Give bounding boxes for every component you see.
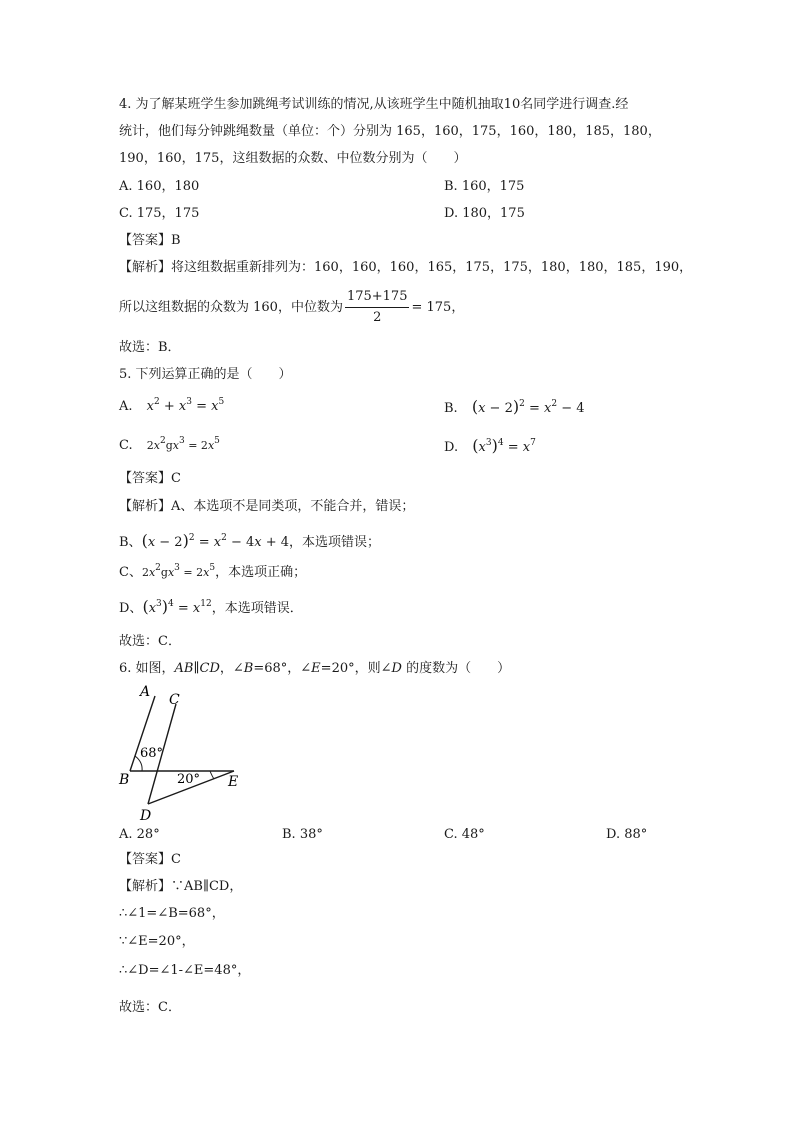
q5-option-c-expr: $2x^2gx^3 = 2x^5$ — [146, 436, 220, 452]
q5-option-a — [119, 398, 224, 416]
q4-analysis-line2 — [119, 288, 464, 328]
angle-b-label: 68° — [140, 746, 164, 761]
q5-option-b — [444, 398, 585, 418]
q4-conclusion: 故选：B． — [119, 340, 181, 355]
q4-analysis-line2-pre: 所以这组数据的众数为 160，中位数为 — [119, 300, 343, 315]
q5-option-a-label: A. — [119, 399, 133, 414]
q4-fraction-denominator: 2 — [373, 310, 382, 325]
q6-option-a: A. 28° — [119, 827, 160, 842]
angle-e-arc — [210, 771, 214, 779]
q4-fraction-numerator: 175+175 — [345, 289, 410, 308]
q5-option-a-expr: $x^2 + x^3 = x^5$ — [146, 397, 225, 414]
q4-option-b: B. 160，175 — [444, 179, 525, 194]
q4-option-d: D. 180，175 — [444, 206, 525, 221]
point-label-a: A — [140, 684, 151, 700]
q5-analysis-a: 【解析】A、本选项不是同类项，不能合并，错误； — [119, 499, 415, 514]
q5-analysis-c-expr: $2x^2gx^3 = 2x^5$ — [141, 563, 216, 579]
point-label-d: D — [140, 808, 152, 824]
point-label-c: C — [169, 692, 180, 708]
q4-option-a: A. 160，180 — [119, 179, 200, 194]
q5-conclusion: 故选：C． — [119, 634, 181, 649]
q5-analysis-d-expr: $(x^3)^4 = x^{12}$ — [142, 597, 212, 616]
q5-option-b-expr: $(x - 2)^2 = x^2 - 4$ — [471, 397, 585, 416]
q5-analysis-b-prefix: B、 — [119, 535, 142, 550]
q5-analysis-c-prefix: C、 — [119, 565, 142, 580]
q6-analysis-3: ∵∠E=20°， — [119, 934, 195, 949]
q6-stem-pre: 6. 如图， — [119, 661, 175, 676]
q4-stem-line2: 统计，他们每分钟跳绳数量（单位：个）分别为 165，160，175，160，180，185，180， — [119, 124, 661, 139]
q4-analysis-line1: 【解析】将这组数据重新排列为：160，160，160，165，175，175，180，180，185，190， — [119, 260, 693, 275]
q4-answer: 【答案】B — [119, 233, 181, 248]
q5-analysis-d — [119, 598, 303, 618]
q6-stem-mid1: ，∠ — [219, 661, 244, 676]
q6-answer: 【答案】C — [119, 852, 181, 867]
q5-option-d-label: D. — [444, 440, 459, 455]
q6-option-b: B. 38° — [282, 827, 323, 842]
q6-stem-mid3: =20°，则∠ — [320, 661, 392, 676]
q5-option-d-expr: $(x^3)^4 = x^7$ — [472, 436, 536, 455]
q5-answer: 【答案】C — [119, 471, 181, 486]
q5-analysis-d-suffix: ，本选项错误． — [211, 601, 303, 616]
point-label-b: B — [119, 772, 130, 788]
q6-stem-math1: AB∥CD — [174, 661, 220, 676]
q6-stem — [119, 660, 510, 678]
q5-analysis-b — [119, 532, 380, 552]
angle-e-label: 20° — [177, 772, 201, 787]
q4-stem-line3: 190，160，175，这组数据的众数、中位数分别为（ ） — [119, 151, 467, 166]
q5-option-c — [119, 437, 220, 455]
q4-analysis-line2-post: = 175， — [411, 300, 465, 315]
q5-option-c-label: C. — [119, 438, 133, 453]
q6-analysis-4: ∴∠D=∠1-∠E=48°， — [119, 963, 251, 978]
q6-stem-post: 的度数为（ ） — [401, 661, 511, 676]
q4-option-c: C. 175，175 — [119, 206, 200, 221]
q6-analysis-2: ∴∠1=∠B=68°， — [119, 906, 225, 921]
q6-option-c: C. 48° — [444, 827, 485, 842]
q5-option-d — [444, 437, 536, 457]
q5-analysis-c-suffix: ，本选项正确； — [215, 565, 307, 580]
q6-conclusion: 故选：C． — [119, 1000, 181, 1015]
q6-stem-mid2: =68°，∠ — [253, 661, 312, 676]
q6-stem-math4: D — [391, 661, 402, 676]
q4-stem-line1: 4. 为了解某班学生参加跳绳考试训练的情况,从该班学生中随机抽取10名同学进行调查.经 — [119, 97, 629, 112]
q5-option-b-label: B. — [444, 401, 458, 416]
q5-analysis-c — [119, 564, 306, 582]
q6-geometry-figure — [110, 682, 250, 824]
q4-median-fraction — [345, 289, 410, 326]
q6-option-d: D. 88° — [606, 827, 648, 842]
q6-stem-math2: B — [243, 661, 254, 676]
q5-analysis-b-suffix: ，本选项错误； — [289, 535, 381, 550]
q6-stem-math3: E — [311, 661, 321, 676]
q5-analysis-d-prefix: D、 — [119, 601, 143, 616]
q5-stem: 5. 下列运算正确的是（ ） — [119, 367, 292, 382]
q5-analysis-b-expr: $(x - 2)^2 = x^2 - 4x + 4$ — [141, 531, 290, 550]
point-label-e: E — [228, 774, 239, 790]
q6-analysis-1: 【解析】∵AB∥CD， — [119, 879, 243, 894]
